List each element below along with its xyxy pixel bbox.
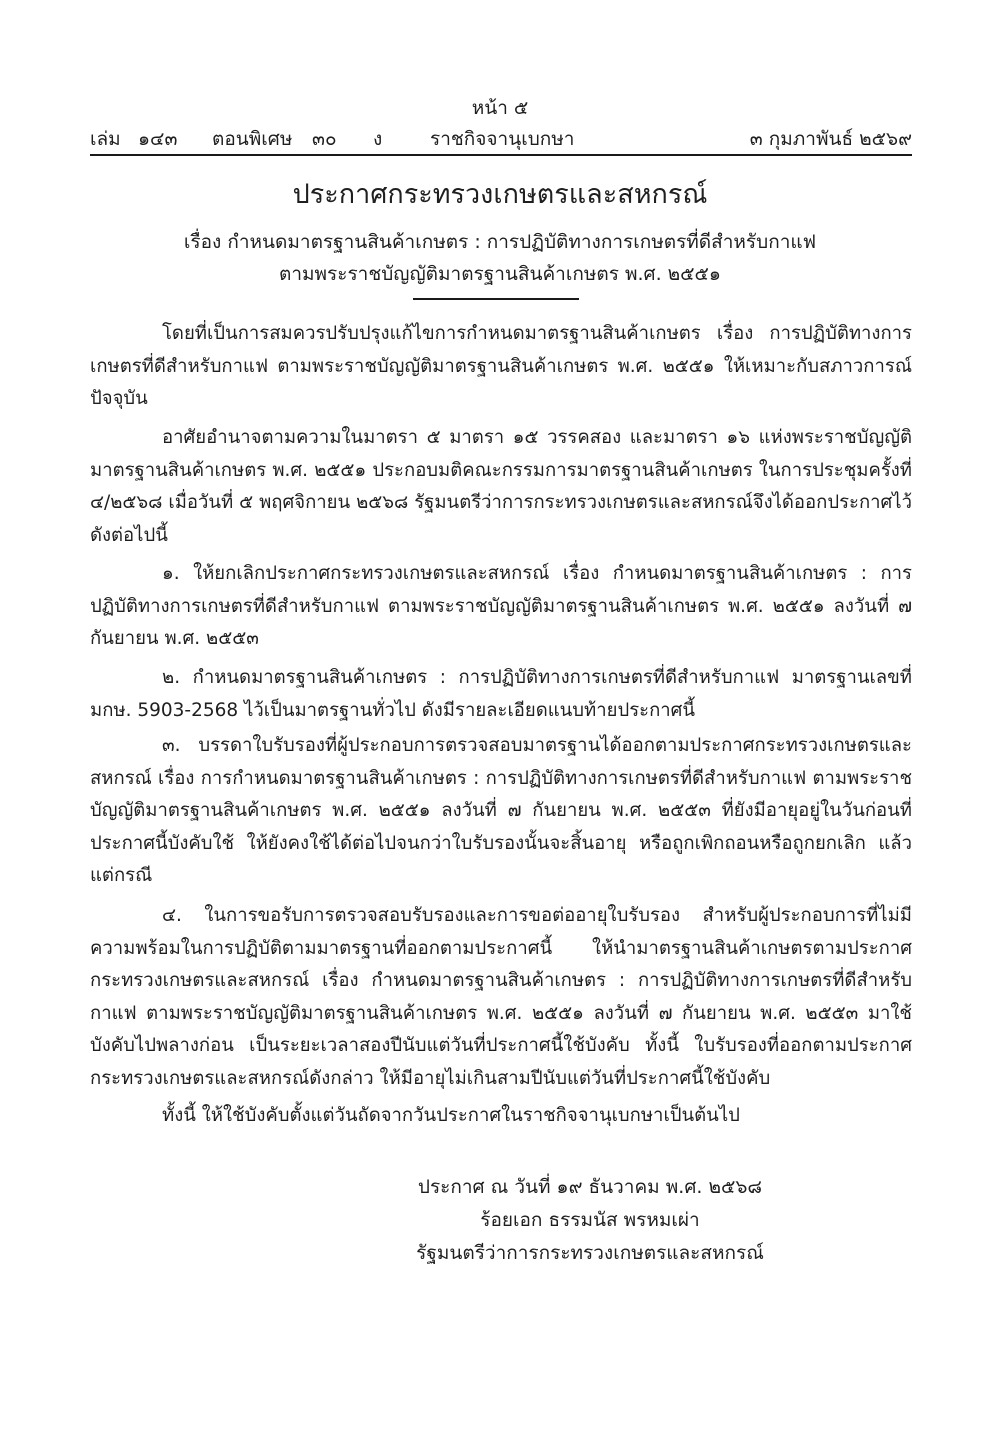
announcement-title: ประกาศกระทรวงเกษตรและสหกรณ์ — [292, 179, 708, 210]
subject-line-1: เรื่อง กำหนดมาตรฐานสินค้าเกษตร : การปฏิบัติทางการเกษตรที่ดีสำหรับกาแฟ — [183, 231, 817, 253]
subject-line-2: ตามพระราชบัญญัติมาตรฐานสินค้าเกษตร พ.ศ. ๒๕๕๑ — [278, 263, 721, 285]
body-paragraph-authority: อาศัยอำนาจตามความในมาตรา ๕ มาตรา ๑๕ วรรคสอง และมาตรา ๑๖ แห่งพระราชบัญญัติมาตรฐานสินค้าเกษตร พ.ศ. ๒๕๕๑ ประกอบมติคณะกรรมการมาตรฐานสินค้าเกษตร ในการประชุมครั้งที่ ๔/๒๕๖๘ เมื่อวันที่ ๕ พฤศจิกายน ๒๕๖๘ รัฐมนตรีว่าการกระทรวงเกษตรและสหกรณ์จึงได้ออกประกาศไว้ ดังต่อไปนี้ — [90, 427, 912, 546]
signature-date: ประกาศ ณ วันที่ ๑๙ ธันวาคม พ.ศ. ๒๕๖๘ — [417, 1176, 763, 1198]
effective-date-clause: ทั้งนี้ ให้ใช้บังคับตั้งแต่วันถัดจากวันประกาศในราชกิจจานุเบกษาเป็นต้นไป — [162, 1105, 740, 1126]
signatory-name: ร้อยเอก ธรรมนัส พรหมเผ่า — [480, 1209, 700, 1231]
gazette-header — [90, 124, 912, 152]
clause-4: ๔. ในการขอรับการตรวจสอบรับรองและการขอต่ออายุใบรับรอง สำหรับผู้ประกอบการที่ไม่มีความพร้อมในการปฏิบัติตามมาตรฐานที่ออกตามประกาศนี้ ให้นำมาตรฐานสินค้าเกษตรตามประกาศกระทรวงเกษตรและสหกรณ์ เรื่อง กำหนดมาตรฐานสินค้าเกษตร : การปฏิบัติทางการเกษตรที่ดีสำหรับกาแฟ ตามพระราชบัญญัติมาตรฐานสินค้าเกษตร พ.ศ. ๒๕๕๑ ลงวันที่ ๗ กันยายน พ.ศ. ๒๕๕๓ มาใช้บังคับไปพลางก่อน เป็นระยะเวลาสองปีนับแต่วันที่ประกาศนี้ใช้บังคับ ทั้งนี้ ใบรับรองที่ออกตามประกาศกระทรวงเกษตรและสหกรณ์ดังกล่าว ให้มีอายุไม่เกินสามปีนับแต่วันที่ประกาศนี้ใช้บังคับ — [90, 905, 912, 1089]
publication-date: ๓ กุมภาพันธ์ ๒๕๖๙ — [749, 128, 912, 150]
body-paragraph-preamble: โดยที่เป็นการสมควรปรับปรุงแก้ไขการกำหนดมาตรฐานสินค้าเกษตร เรื่อง การปฏิบัติทางการเกษตรที่ดีสำหรับกาแฟ ตามพระราชบัญญัติมาตรฐานสินค้าเกษตร พ.ศ. ๒๕๕๑ ให้เหมาะกับสภาวการณ์ปัจจุบัน — [90, 323, 912, 409]
page-number: หน้า ๕ — [471, 97, 529, 119]
section-number: ๓๐ — [312, 128, 337, 150]
header-rule — [90, 154, 912, 156]
title-divider — [413, 298, 579, 300]
clause-1: ๑. ให้ยกเลิกประกาศกระทรวงเกษตรและสหกรณ์ เรื่อง กำหนดมาตรฐานสินค้าเกษตร : การปฏิบัติทางการเกษตรที่ดีสำหรับกาแฟ ตามพระราชบัญญัติมาตรฐานสินค้าเกษตร พ.ศ. ๒๕๕๑ ลงวันที่ ๗ กันยายน พ.ศ. ๒๕๕๓ — [90, 563, 912, 649]
clause-2: ๒. กำหนดมาตรฐานสินค้าเกษตร : การปฏิบัติทางการเกษตรที่ดีสำหรับกาแฟ มาตรฐานเลขที่ มกษ. 5903-2568 ไว้เป็นมาตรฐานทั่วไป ดังมีรายละเอียดแนบท้ายประกาศนี้ — [90, 667, 912, 721]
section-type: ง — [373, 128, 383, 150]
section-label: ตอนพิเศษ — [212, 128, 293, 150]
volume-label: เล่ม — [90, 128, 121, 150]
volume-number: ๑๔๓ — [138, 128, 178, 150]
signatory-position: รัฐมนตรีว่าการกระทรวงเกษตรและสหกรณ์ — [416, 1242, 764, 1264]
publication-name: ราชกิจจานุเบกษา — [430, 128, 575, 150]
clause-3: ๓. บรรดาใบรับรองที่ผู้ประกอบการตรวจสอบมาตรฐานได้ออกตามประกาศกระทรวงเกษตรและสหกรณ์ เรื่อง การกำหนดมาตรฐานสินค้าเกษตร : การปฏิบัติทางการเกษตรที่ดีสำหรับกาแฟ ตามพระราชบัญญัติมาตรฐานสินค้าเกษตร พ.ศ. ๒๕๕๑ ลงวันที่ ๗ กันยายน พ.ศ. ๒๕๕๓ ที่ยังมีอายุอยู่ในวันก่อนที่ประกาศนี้บังคับใช้ ให้ยังคงใช้ได้ต่อไปจนกว่าใบรับรองนั้นจะสิ้นอายุ หรือถูกเพิกถอนหรือถูกยกเลิก แล้วแต่กรณี — [90, 735, 912, 886]
